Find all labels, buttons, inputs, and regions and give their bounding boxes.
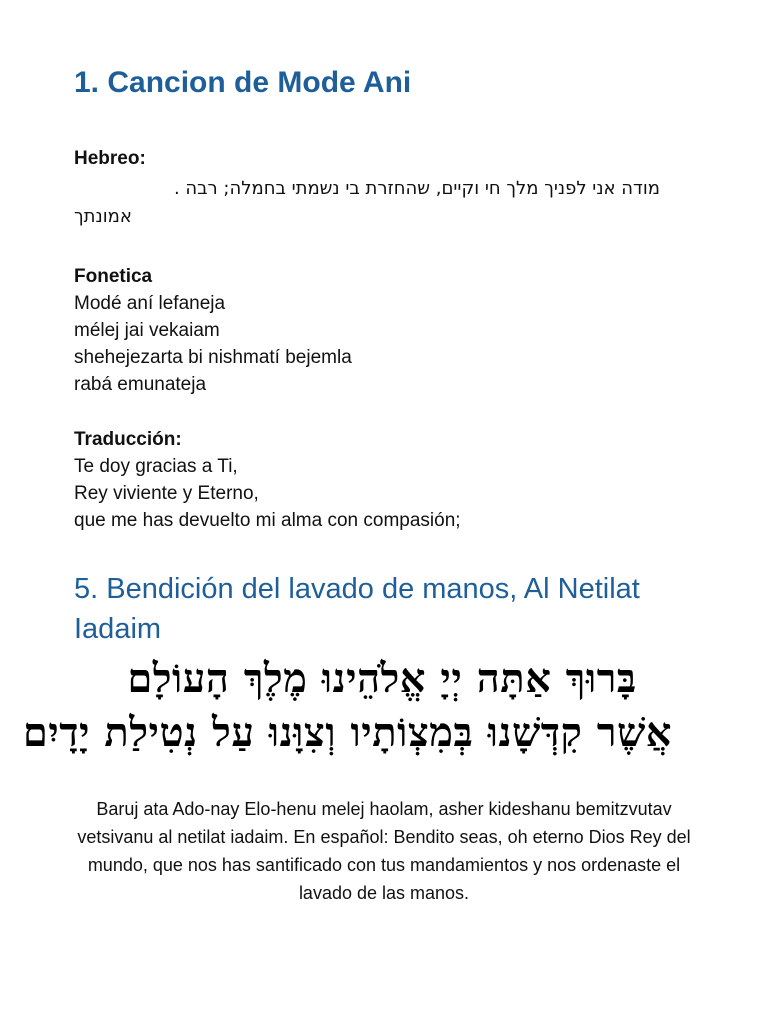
blessing-hebrew-image: [22, 652, 672, 760]
fonetica-block: [74, 263, 352, 398]
section5-title: 5. Bendición del lavado de manos, Al Netilat Iadaim: [74, 573, 640, 645]
fonetica-line-4: rabá emunateja: [74, 374, 207, 395]
traduccion-line-3: que me has devuelto mi alma con compasión;: [74, 510, 461, 531]
blessing-hebrew-line-2: אֲשֶׁר קִדְּשָׁנוּ בְּמִצְוֹתָיו וְצִוָּנוּ עַל נְטִילַת יָדָיִם: [22, 709, 672, 756]
blessing-hebrew-line-1: בָּרוּךְ אַתָּה יְיָ אֱלֹהֵינוּ מֶלֶךְ הָעוֹלָם: [127, 655, 637, 702]
section1-title: 1. Cancion de Mode Ani: [74, 66, 412, 99]
traduccion-line-2: Rey viviente y Eterno,: [74, 483, 259, 504]
traduccion-block: [74, 426, 461, 534]
fonetica-line-2: mélej jai vekaiam: [74, 320, 220, 341]
hebreo-label: [74, 145, 146, 172]
fonetica-line-1: Modé aní lefaneja: [74, 293, 226, 314]
fonetica-label: Fonetica: [74, 266, 153, 287]
traduccion-label: Traducción:: [74, 429, 182, 450]
hebreo-label-text: Hebreo:: [74, 148, 146, 169]
fonetica-line-3: shehejezarta bi nishmatí bejemla: [74, 347, 352, 368]
hebreo-line-1: מודה אני לפניך מלך חי וקיים, שהחזרת בי נשמתי בחמלה; רבה .: [173, 178, 660, 199]
traduccion-line-1: Te doy gracias a Ti,: [74, 456, 238, 477]
blessing-paragraph: Baruj ata Ado-nay Elo-henu melej haolam, asher kideshanu bemitzvutav vetsivanu al netilat iadaim. En español: Bendito seas, oh eterno Dios Rey del mundo, que nos has santificado con tus mandamientos y nos ordenaste el lavado de las manos.: [77, 799, 691, 903]
hebreo-text: [74, 175, 660, 231]
hebreo-line-2: אמונתך: [74, 206, 132, 227]
